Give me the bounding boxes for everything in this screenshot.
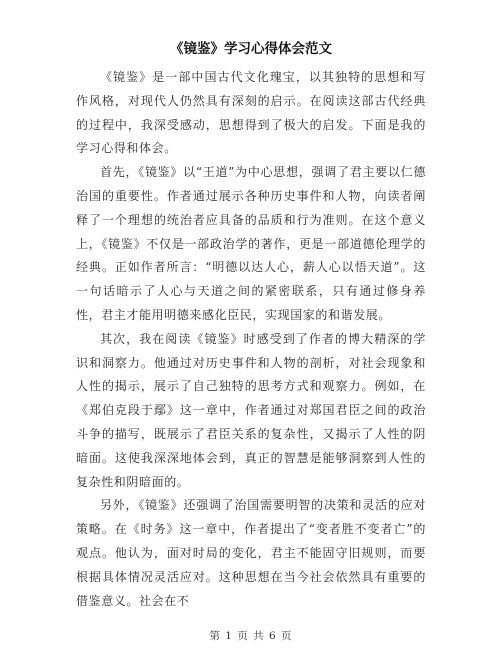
paragraph-third-point: 另外，《镜鉴》还强调了治国需要明智的决策和灵活的应对策略。在《时务》这一章中，作者提出了“变者胜不变者亡”的观点。他认为，面对时局的变化，君主不能固守旧规则，而要根据具体情况灵活应对。这种思想在当今社会依然具有重要的借鉴意义。社会在不 [76,498,426,608]
paragraph-intro: 《镜鉴》是一部中国古代文化瑰宝，以其独特的思想和写作风格，对现代人仍然具有深刻的启示。在阅读这部古代经典的过程中，我深受感动，思想得到了极大的启发。下面是我的学习心得和体会。 [76,70,426,156]
page-footer: 第 1 页 共 6 页 [209,630,293,642]
document-body [76,66,426,613]
paragraph-second-point: 其次，我在阅读《镜鉴》时感受到了作者的博大精深的学识和洞察力。他通过对历史事件和人物的剖析，对社会现象和人性的揭示，展示了自己独特的思考方式和观察力。例如，在《郑伯克段于鄢》这一章中，作者通过对郑国君臣之间的政治斗争的描写，既展示了君臣关系的复杂性，又揭示了人性的阴暗面。这使我深深地体会到，真正的智慧是能够洞察到人性的复杂性和阴暗面的。 [76,331,426,489]
document-title: 《镜鉴》学习心得体会范文 [170,41,332,57]
paragraph-first-point: 首先，《镜鉴》以“王道”为中心思想，强调了君主要以仁德治国的重要性。作者通过展示各种历史事件和人物，向读者阐释了一个理想的统治者应具备的品质和行为准则。在这个意义上，《镜鉴》不仅是一部政治学的著作，更是一部道德伦理学的经典。正如作者所言：“明德以达人心，薪人心以悟天道”。这一句话暗示了人心与天道之间的紧密联系，只有通过修身养性，君主才能用明德来感化臣民，实现国家的和谐发展。 [76,165,426,322]
